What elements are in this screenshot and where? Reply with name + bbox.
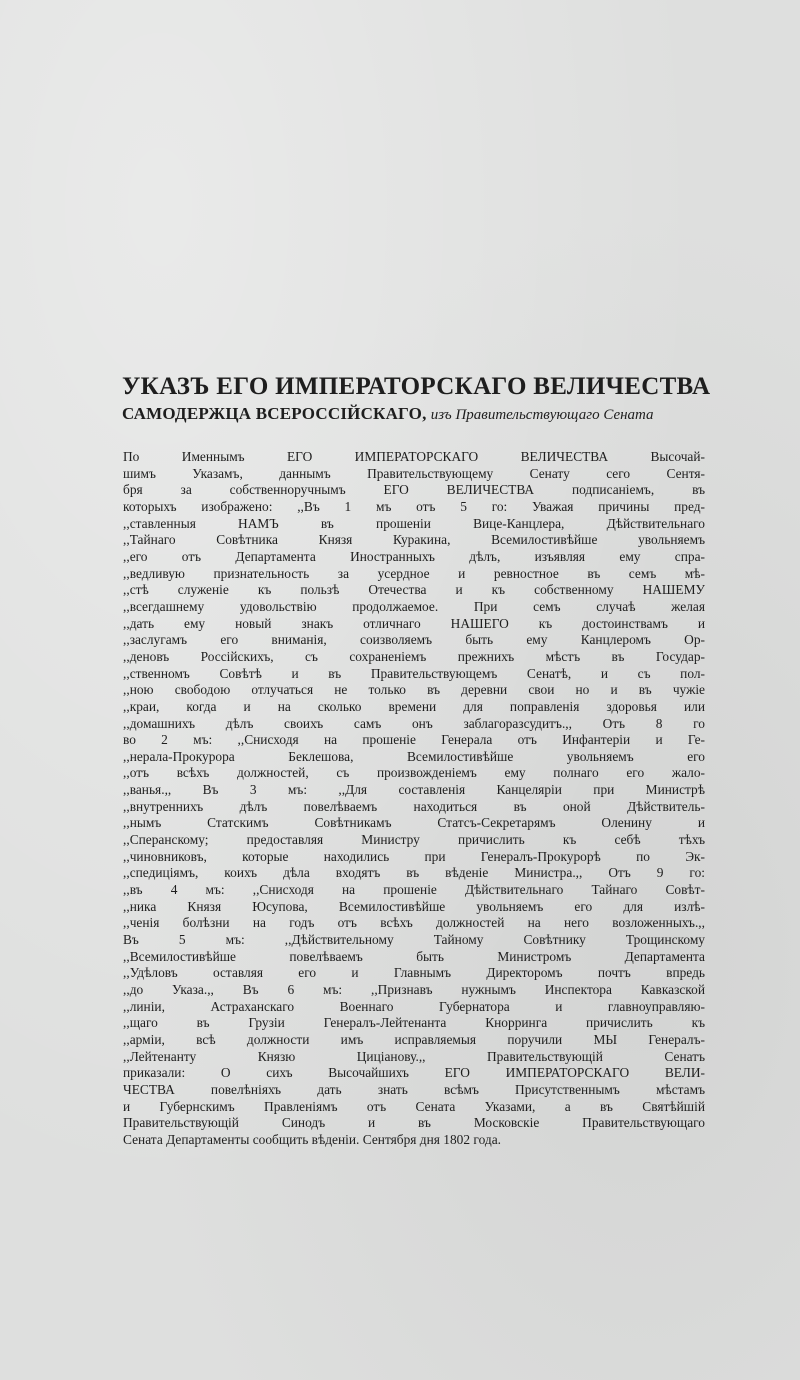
subtitle-senate: изъ Правительствующаго Сената: [430, 407, 654, 423]
body-line: ,,Лейтенанту Князю Циціанову.,, Правительствующій Сенатъ: [123, 1048, 705, 1064]
body-line: ,,отъ всѣхъ должностей, съ произвожденіемъ ему полнаго его жало-: [123, 765, 705, 781]
body-line: приказали: О сихъ Высочайшихъ ЕГО ИМПЕРАТОРСКАГО ВЕЛИ-: [123, 1065, 705, 1081]
body-line: ,,ставленныя НАМЪ въ прошеніи Вице-Канцлера, Дѣйствительнаго: [123, 515, 705, 531]
body-line: ,,заслугамъ его вниманія, соизволяемъ быть ему Канцлеромъ Ор-: [123, 632, 705, 648]
body-line: По Именнымъ ЕГО ИМПЕРАТОРСКАГО ВЕЛИЧЕСТВА Высочай-: [123, 449, 705, 464]
body-line: Правительствующій Синодъ и въ Московскіе Правительствующаго: [123, 1115, 705, 1131]
body-line: ,,домашнихъ дѣлъ своихъ самъ онъ заблагоразсудитъ.,, Отъ 8 го: [123, 715, 705, 731]
body-line: ,,ника Князя Юсупова, Всемилостивѣйше увольняемъ его для излѣ-: [123, 898, 705, 914]
body-line: ,,стѣ служеніе къ пользѣ Отечества и къ собственному НАШЕМУ: [123, 582, 705, 598]
body-line: ,,Удѣловъ оставляя его и Главнымъ Директоромъ почтъ впредь: [123, 965, 705, 981]
body-line: ,,въ 4 мъ: ,,Снисходя на прошеніе Дѣйствительнаго Тайнаго Совѣт-: [123, 882, 705, 898]
body-line: шимъ Указамъ, даннымъ Правительствующему Сенату сего Сентя-: [123, 465, 705, 481]
body-line: Въ 5 мъ: ,,Дѣйствительному Тайному Совѣтнику Трощинскому: [123, 932, 705, 948]
body-line: ЧЕСТВА повелѣніяхъ дать знать всѣмъ Присутственнымъ мѣстамъ: [123, 1081, 705, 1097]
body-line: ,,Всемилостивѣйше повелѣваемъ быть Министромъ Департамента: [123, 948, 705, 964]
body-line: и Губернскимъ Правленіямъ отъ Сената Указами, а въ Святѣйшій: [123, 1098, 705, 1114]
body-line: ,,краи, когда и на сколько времени для поправленія здоровья или: [123, 698, 705, 714]
body-line: ,,ведливую признательность за усердное и ревностное въ семъ мѣ-: [123, 565, 705, 581]
body-line: ,,Сперанскому; предоставляя Министру причислить къ себѣ тѣхъ: [123, 832, 705, 848]
body-line: ,,спедиціямъ, коихъ дѣла входятъ въ вѣденіе Министра.,, Отъ 9 го:: [123, 865, 705, 881]
body-line: ,,нерала-Прокурора Беклешова, Всемилостивѣйше увольняемъ его: [123, 748, 705, 764]
body-line: ,,до Указа.,, Въ 6 мъ: ,,Признавъ нужнымъ Инспектора Кавказской: [123, 982, 705, 997]
decree-body: [123, 449, 705, 1149]
body-line: ,,щаго въ Грузіи Генералъ-Лейтенанта Кнорринга причислить къ: [123, 1015, 705, 1031]
body-line: ,,ченія болѣзни на годъ отъ всѣхъ должностей на него возложенныхъ.,,: [123, 915, 705, 931]
body-line: ,,дать ему новый знакъ отличнаго НАШЕГО къ достоинствамъ и: [123, 615, 705, 631]
subtitle-autocrat: САМОДЕРЖЦА ВСЕРОССІЙСКАГО,: [122, 404, 427, 423]
body-line: ,,линіи, Астраханскаго Военнаго Губернатора и главноуправляю-: [123, 998, 705, 1014]
body-line: ,,чиновниковъ, которые находились при Генералъ-Прокурорѣ по Эк-: [123, 848, 705, 864]
body-line: во 2 мъ: ,,Снисходя на прошеніе Генерала отъ Инфантеріи и Ге-: [123, 732, 705, 748]
decree-subtitle: [122, 402, 682, 427]
decree-title: УКАЗЪ ЕГО ИМПЕРАТОРСКАГО ВЕЛИЧЕСТВА: [122, 373, 711, 400]
body-line: ,,деновъ Россійскихъ, съ сохраненіемъ прежнихъ мѣстъ въ Государ-: [123, 648, 705, 664]
body-line: ,,арміи, всѣ должности имъ исправляемыя поручили МЫ Генералъ-: [123, 1031, 705, 1047]
body-line: которыхъ изображено: ,,Въ 1 мъ отъ 5 го: Уважая причины пред-: [123, 498, 705, 514]
body-line: ,,ванья.,, Въ 3 мъ: ,,Для составленія Канцеляріи при Министрѣ: [123, 782, 705, 798]
body-line: ,,его отъ Департамента Иностранныхъ дѣлъ, изъявляя ему спра-: [123, 548, 705, 564]
body-line: Сената Департаменты сообщить вѣденіи. Сентября дня 1802 года.: [123, 1131, 501, 1147]
body-line: ,,всегдашнему удовольствію продолжаемое. При семъ случаѣ желая: [123, 598, 705, 614]
body-line: ,,Тайнаго Совѣтника Князя Куракина, Всемилостивѣйше увольняемъ: [123, 532, 705, 548]
decree-heading: [122, 372, 711, 427]
body-line: ,,ственномъ Совѣтѣ и въ Правительствующемъ Сенатѣ, и съ пол-: [123, 665, 705, 681]
body-line: ,,внутреннихъ дѣлъ повелѣваемъ находиться въ оной Дѣйствитель-: [123, 798, 705, 814]
body-line: ,,ною свободою отлучаться не только въ деревни свои но и въ чужіе: [123, 682, 705, 698]
body-line: бря за собственноручнымъ ЕГО ВЕЛИЧЕСТВА подписаніемъ, въ: [123, 482, 705, 498]
body-line: ,,нымъ Статскимъ Совѣтникамъ Статсъ-Секретарямъ Оленину и: [123, 815, 705, 831]
